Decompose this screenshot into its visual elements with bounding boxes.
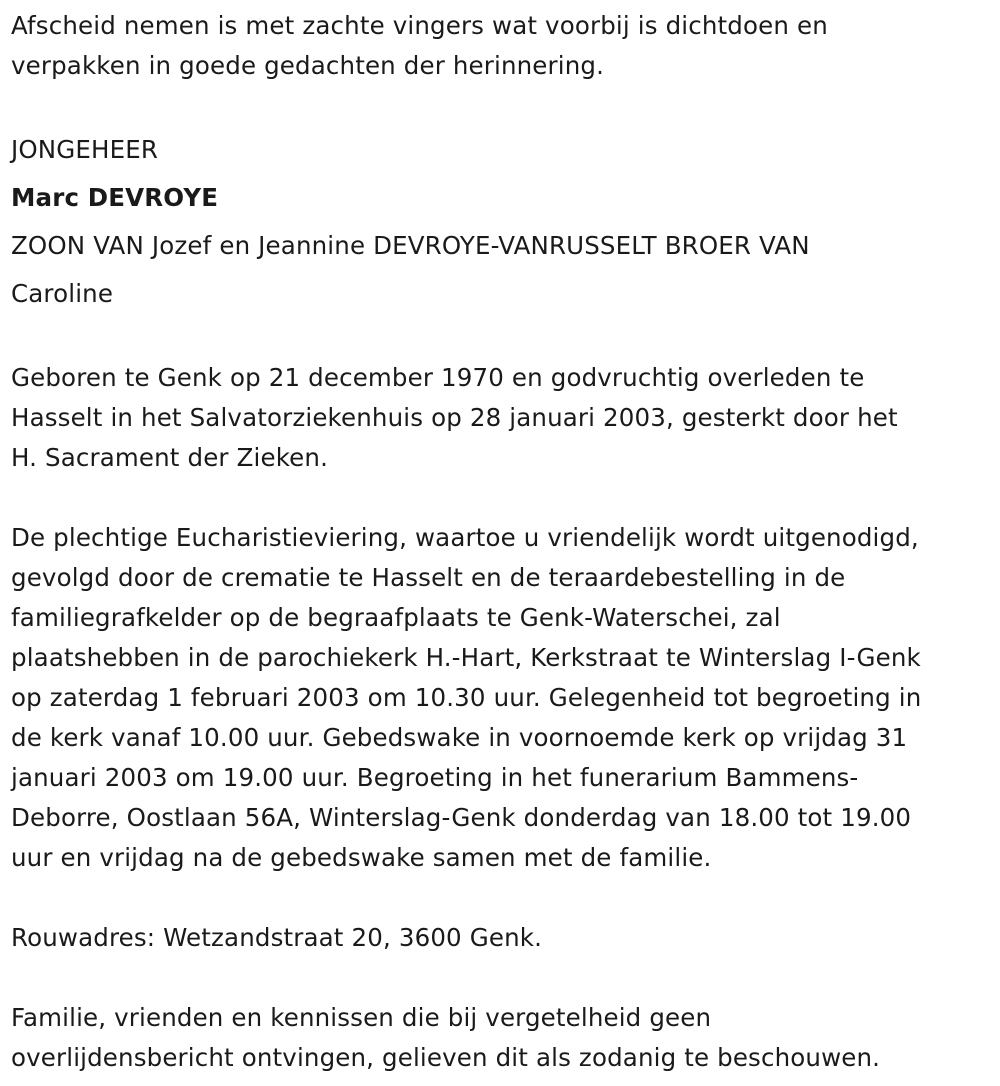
birth-death-paragraph xyxy=(11,358,991,478)
paragraph-line: Hasselt in het Salvatorziekenhuis op 28 januari 2003, gesterkt door het xyxy=(11,403,898,432)
opening-quote xyxy=(11,6,991,86)
relations-line: Caroline xyxy=(11,279,114,308)
paragraph-line: gevolgd door de crematie te Hasselt en de teraardebestelling in de xyxy=(11,563,846,592)
paragraph-line: januari 2003 om 19.00 uur. Begroeting in het funerarium Bammens- xyxy=(11,763,859,792)
paragraph-line: Familie, vrienden en kennissen die bij vergetelheid geen xyxy=(11,1003,712,1032)
paragraph-line: de kerk vanaf 10.00 uur. Gebedswake in voornoemde kerk op vrijdag 31 xyxy=(11,723,908,752)
quote-line: verpakken in goede gedachten der herinnering. xyxy=(11,51,605,80)
quote-line: Afscheid nemen is met zachte vingers wat voorbij is dichtdoen en xyxy=(11,11,828,40)
paragraph-line: uur en vrijdag na de gebedswake samen met de familie. xyxy=(11,843,712,872)
deceased-block xyxy=(11,126,991,318)
spacer xyxy=(11,958,991,998)
obituary-document xyxy=(11,6,991,1078)
paragraph-line: Deborre, Oostlaan 56A, Winterslag-Genk donderdag van 18.00 tot 19.00 xyxy=(11,803,912,832)
closing-paragraph xyxy=(11,998,991,1078)
mourning-address xyxy=(11,918,991,958)
address-line: Rouwadres: Wetzandstraat 20, 3600 Genk. xyxy=(11,923,543,952)
spacer xyxy=(11,478,991,518)
paragraph-line: Geboren te Genk op 21 december 1970 en godvruchtig overleden te xyxy=(11,363,865,392)
paragraph-line: familiegrafkelder op de begraafplaats te Genk-Waterschei, zal xyxy=(11,603,781,632)
paragraph-line: op zaterdag 1 februari 2003 om 10.30 uur. Gelegenheid tot begroeting in xyxy=(11,683,922,712)
honorific-title: JONGEHEER xyxy=(11,135,159,164)
spacer xyxy=(11,878,991,918)
paragraph-line: De plechtige Eucharistieviering, waartoe u vriendelijk wordt uitgenodigd, xyxy=(11,523,919,552)
paragraph-line: overlijdensbericht ontvingen, gelieven dit als zodanig te beschouwen. xyxy=(11,1043,881,1072)
deceased-name: Marc DEVROYE xyxy=(11,183,219,212)
relations-line: ZOON VAN Jozef en Jeannine DEVROYE-VANRUSSELT BROER VAN xyxy=(11,231,810,260)
ceremony-paragraph xyxy=(11,518,991,878)
spacer xyxy=(11,318,991,358)
paragraph-line: H. Sacrament der Zieken. xyxy=(11,443,329,472)
paragraph-line: plaatshebben in de parochiekerk H.-Hart, Kerkstraat te Winterslag I-Genk xyxy=(11,643,921,672)
spacer xyxy=(11,86,991,126)
